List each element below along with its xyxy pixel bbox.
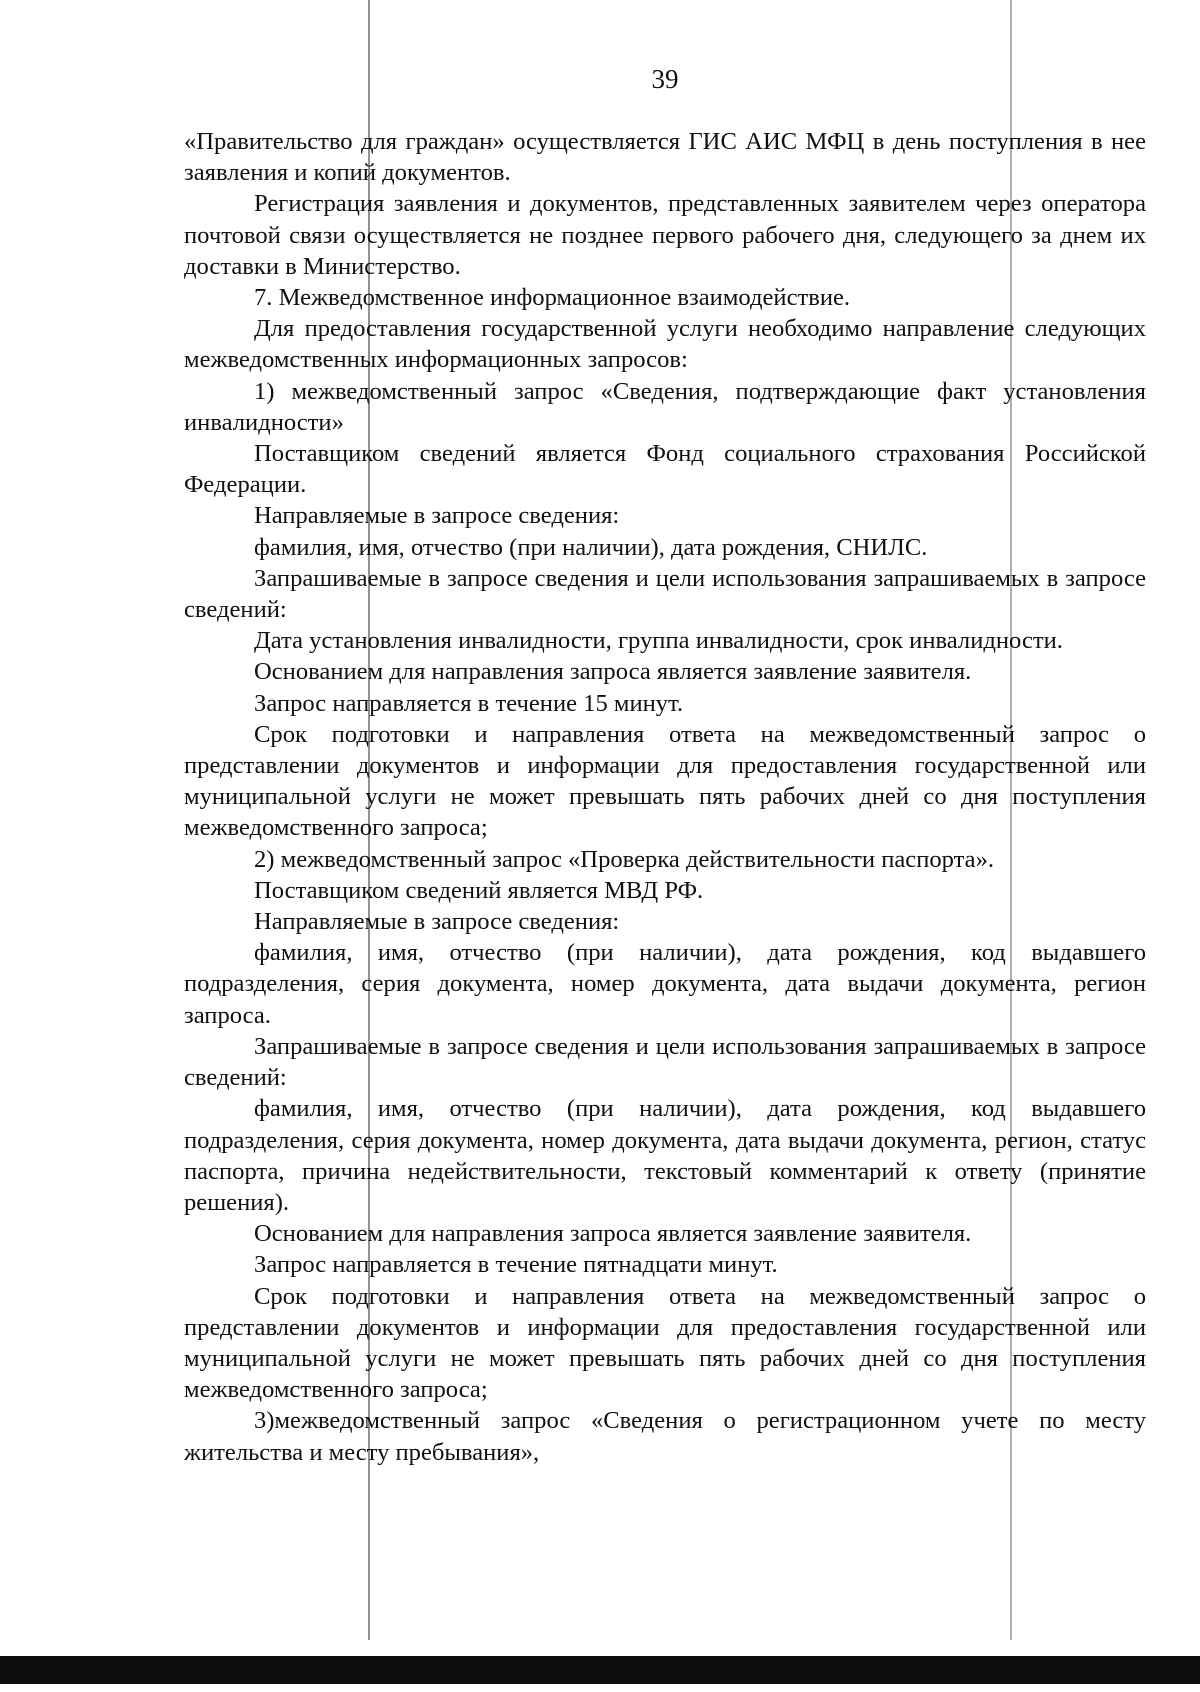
document-body	[184, 126, 1146, 1468]
paragraph: Основанием для направления запроса является заявление заявителя.	[254, 658, 972, 686]
page-number: 39	[651, 64, 679, 94]
paragraph: Направляемые в запросе сведения:	[254, 502, 620, 530]
paragraph: Дата установления инвалидности, группа инвалидности, срок инвалидности.	[254, 627, 1063, 655]
paragraph: Запрашиваемые в запросе сведения и цели использования запрашиваемых в запросе сведений:	[184, 1032, 1146, 1092]
paragraph: Регистрация заявления и документов, представленных заявителем через оператора почтовой связи осуществляется не позднее первого рабочего дня, следующего за днем их доставки в Министерство.	[184, 190, 1146, 280]
paragraph: Поставщиком сведений является МВД РФ.	[254, 876, 704, 904]
paragraph: Запрашиваемые в запросе сведения и цели использования запрашиваемых в запросе сведений:	[184, 564, 1146, 624]
paragraph: Срок подготовки и направления ответа на межведомственный запрос о представлении документов и информации для предоставления государственной или муниципальной услуги не может превышать пять рабочих дней со дня поступления межведомственного запроса;	[184, 720, 1146, 842]
paragraph: фамилия, имя, отчество (при наличии), дата рождения, код выдавшего подразделения, серия документа, номер документа, дата выдачи документа, регион запроса.	[184, 939, 1146, 1029]
paragraph: Направляемые в запросе сведения:	[254, 908, 620, 936]
list-item: 2) межведомственный запрос «Проверка действительности паспорта».	[254, 845, 995, 873]
paragraph: Срок подготовки и направления ответа на межведомственный запрос о представлении документов и информации для предоставления государственной или муниципальной услуги не может превышать пять рабочих дней со дня поступления межведомственного запроса;	[184, 1282, 1146, 1404]
paragraph: фамилия, имя, отчество (при наличии), дата рождения, СНИЛС.	[254, 533, 928, 561]
scan-bottom-border	[0, 1656, 1200, 1684]
paragraph: Запрос направляется в течение пятнадцати минут.	[254, 1251, 778, 1279]
section-heading: 7. Межведомственное информационное взаимодействие.	[254, 284, 851, 312]
paragraph: фамилия, имя, отчество (при наличии), дата рождения, код выдавшего подразделения, серия документа, номер документа, дата выдачи документа, регион, статус паспорта, причина недействительности, текстовый комментарий к ответу (принятие решения).	[184, 1095, 1146, 1216]
paragraph: Основанием для направления запроса является заявление заявителя.	[254, 1220, 972, 1248]
list-item: 1) межведомственный запрос «Сведения, подтверждающие факт установления инвалидности»	[184, 377, 1146, 436]
paragraph: Поставщиком сведений является Фонд социального страхования Российской Федерации.	[184, 440, 1146, 499]
list-item: 3)межведомственный запрос «Сведения о регистрационном учете по месту жительства и месту пребывания»,	[184, 1407, 1146, 1466]
paragraph: Для предоставления государственной услуги необходимо направление следующих межведомственных информационных запросов:	[184, 315, 1146, 374]
paragraph: Запрос направляется в течение 15 минут.	[254, 689, 684, 717]
paragraph: «Правительство для граждан» осуществляется ГИС АИС МФЦ в день поступления в нее заявления и копий документов.	[184, 128, 1146, 187]
